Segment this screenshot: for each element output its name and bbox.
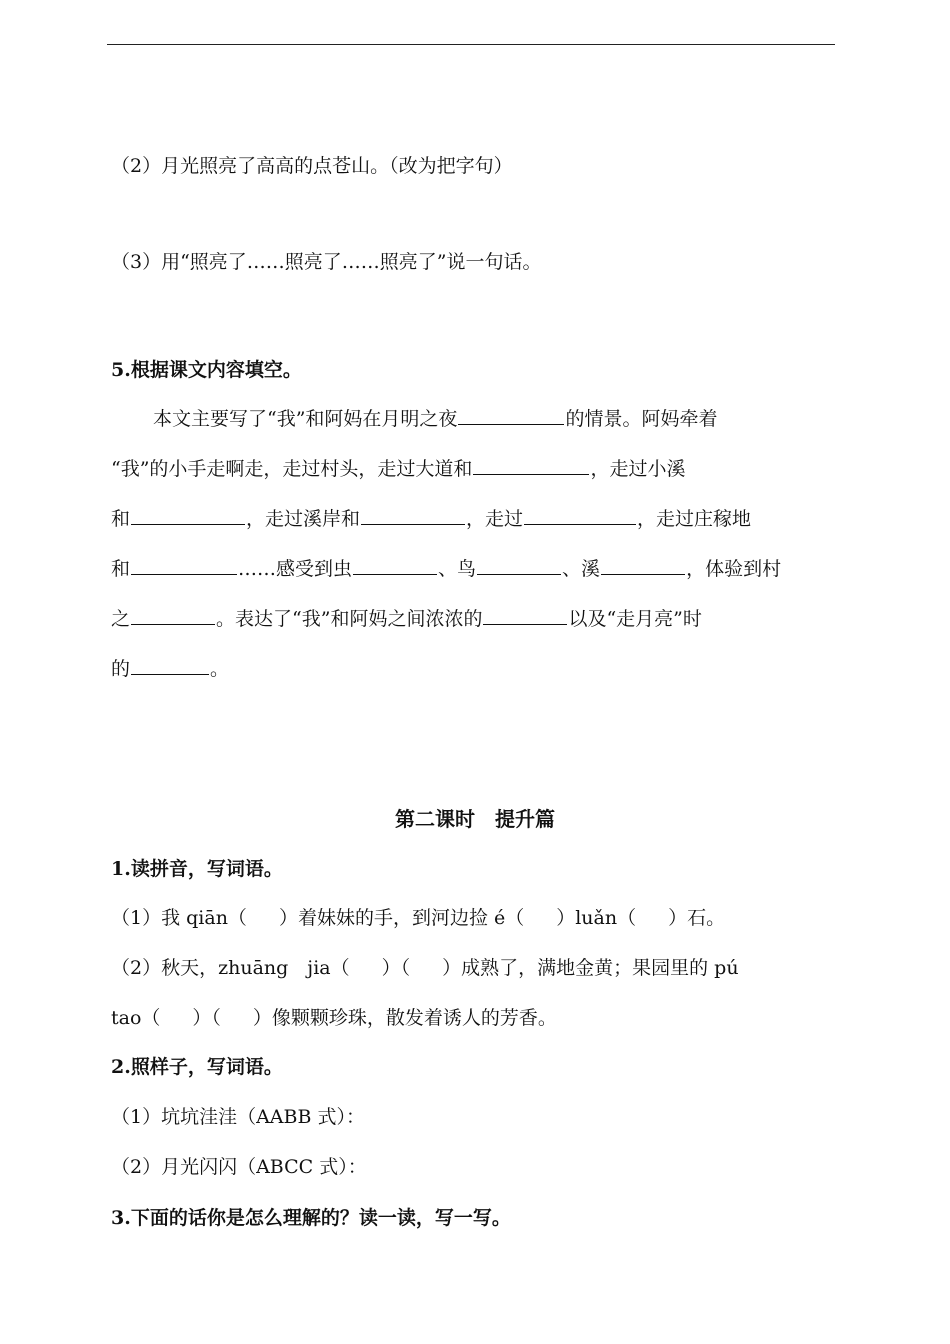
fill-line-2: “我”的小手走啊走，走过村头，走过大道和 ，走过小溪 bbox=[111, 458, 686, 480]
word-pattern-aabb: （1）坑坑洼洼（AABB 式）： bbox=[111, 1106, 365, 1128]
word-pattern-abcc: （2）月光闪闪（ABCC 式）： bbox=[111, 1156, 367, 1178]
blank-1[interactable] bbox=[458, 406, 564, 425]
blank-10[interactable] bbox=[131, 606, 215, 625]
blank-9[interactable] bbox=[601, 556, 685, 575]
pinyin-line-2: （2）秋天，zhuāng jia（ ）（ ）成熟了，满地金黄；果园里的 pú bbox=[111, 957, 739, 979]
blank-7[interactable] bbox=[353, 556, 437, 575]
p2-question-2-title: 2.照样子，写词语。 bbox=[111, 1056, 283, 1078]
fill-line-4: 和 ……感受到虫 、鸟 、溪 ，体验到村 bbox=[111, 558, 782, 580]
pinyin-line-1: （1）我 qiān（ ）着妹妹的手，到河边捡 é（ ）luǎn（ ）石。 bbox=[111, 907, 726, 929]
blank-5[interactable] bbox=[524, 506, 636, 525]
question-2-rewrite: （2）月光照亮了高高的点苍山。（改为把字句） bbox=[111, 155, 513, 177]
fill-line-6: 的 。 bbox=[111, 658, 230, 680]
blank-6[interactable] bbox=[131, 556, 237, 575]
question-3-sentence: （3）用“照亮了……照亮了……照亮了”说一句话。 bbox=[111, 251, 542, 273]
blank-12[interactable] bbox=[131, 656, 209, 675]
header-rule bbox=[107, 44, 835, 45]
part-2-heading: 第二课时 提升篇 bbox=[395, 807, 555, 831]
blank-2[interactable] bbox=[473, 456, 589, 475]
fill-line-1: 本文主要写了“我”和阿妈在月明之夜 的情景。阿妈牵着 bbox=[153, 408, 718, 430]
p2-question-3-title: 3.下面的话你是怎么理解的？读一读，写一写。 bbox=[111, 1207, 511, 1229]
fill-line-5: 之 。表达了“我”和阿妈之间浓浓的 以及“走月亮”时 bbox=[111, 608, 702, 630]
p2-question-1-title: 1.读拼音，写词语。 bbox=[111, 858, 283, 880]
blank-8[interactable] bbox=[477, 556, 561, 575]
fill-line-3: 和 ，走过溪岸和 ，走过 ，走过庄稼地 bbox=[111, 508, 752, 530]
pinyin-line-3: tao（ ）（ ）像颗颗珍珠，散发着诱人的芳香。 bbox=[111, 1007, 557, 1029]
blank-3[interactable] bbox=[131, 506, 245, 525]
section-5-title: 5.根据课文内容填空。 bbox=[111, 359, 302, 381]
blank-4[interactable] bbox=[361, 506, 465, 525]
blank-11[interactable] bbox=[483, 606, 567, 625]
